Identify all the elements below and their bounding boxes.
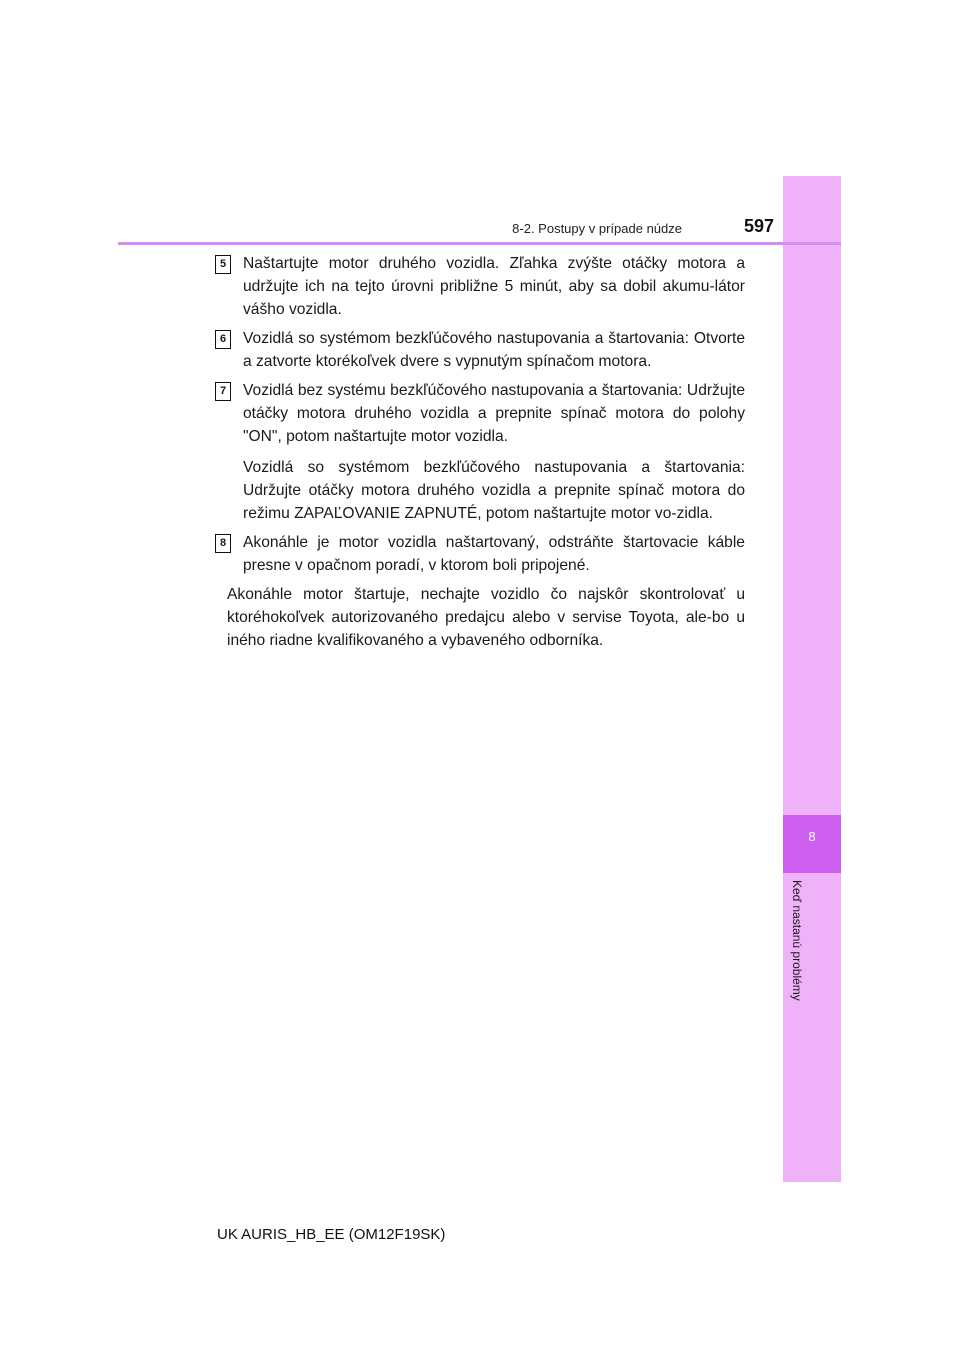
chapter-number: 8 [808,829,816,844]
page-number: 597 [743,216,774,236]
step-text: Akonáhle je motor vozidla naštartovaný, odstráňte štartovacie káble presne v opačnom poradí, v ktorom boli pripojené. [243,534,745,574]
header-divider [118,242,841,245]
chapter-number-tab[interactable] [783,815,841,873]
step-8 [215,531,745,577]
chapter-title: Keď nastanú problémy [790,880,804,1001]
section-title: 8-2. Postupy v prípade núdze [512,221,682,236]
chapter-side-tab [783,176,841,1182]
final-note: Akonáhle motor štartuje, nechajte vozidlo čo najskôr skontrolovať u ktoréhokoľvek autorizovaného predajcu alebo v servise Toyota, ale-bo u iného riadne kvalifikovaného a vybaveného odborníka. [227,586,745,649]
document-code: UK AURIS_HB_EE (OM12F19SK) [217,1226,446,1243]
step-number-badge: 5 [215,255,231,274]
step-text: Vozidlá bez systému bezkľúčového nastupovania a štartovania: Udržujte otáčky motora druhého vozidla a prepnite spínač motora do polohy "ON", potom naštartujte motor vozidla. [243,382,745,445]
step-text: Naštartujte motor druhého vozidla. Zľahka zvýšte otáčky motora a udržujte ich na tejto úrovni približne 5 minút, aby sa dobil akumu-látor vášho vozidla. [243,255,745,318]
step-6 [215,327,745,373]
step-number-badge: 7 [215,382,231,401]
page-content [215,252,745,652]
step-text: Vozidlá so systémom bezkľúčového nastupovania a štartovania: Udržujte otáčky motora druhého vozidla a prepnite spínač motora do režimu ZAPAĽOVANIE ZAPNUTÉ, potom naštartujte motor vo-zidla. [243,459,745,522]
step-number-badge: 8 [215,534,231,553]
step-text: Vozidlá so systémom bezkľúčového nastupovania a štartovania: Otvorte a zatvorte ktorékoľvek dvere s vypnutým spínačom motora. [243,330,745,370]
step-number-badge: 6 [215,330,231,349]
step-7 [215,379,745,525]
step-5 [215,252,745,321]
